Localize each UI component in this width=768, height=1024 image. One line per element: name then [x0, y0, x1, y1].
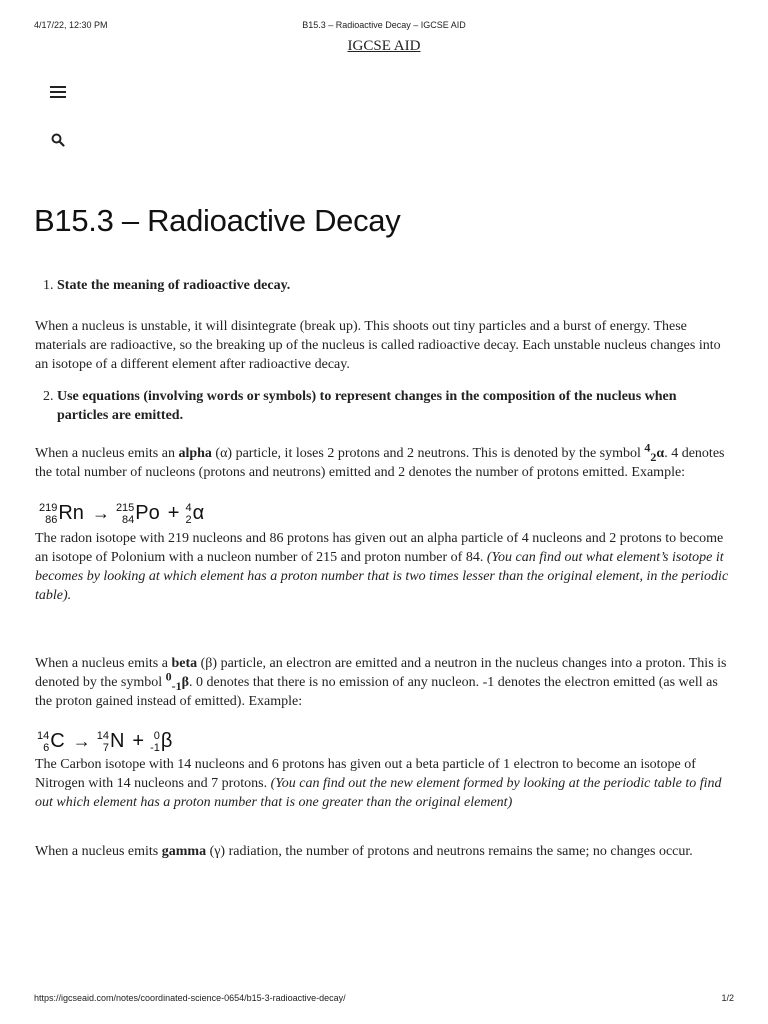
mass-number: 14 — [37, 730, 50, 742]
element-symbol: β — [160, 730, 173, 752]
article-body — [35, 276, 735, 861]
beta-after: (β) particle, an electron are emitted and a neutron in the nucleus changes into a proton. This is denoted by the symbol — [35, 656, 727, 690]
paragraph-beta — [35, 654, 735, 711]
beta-symbol-atomic: -1 — [171, 678, 182, 693]
alpha-intro: When a nucleus emits an — [35, 446, 179, 461]
plus-sign: + — [167, 502, 180, 524]
site-title-link[interactable]: IGCSE AID — [347, 38, 421, 54]
beta-intro: When a nucleus emits a — [35, 656, 172, 671]
beta-symbol-char: β — [181, 675, 190, 690]
gamma-rest: (γ) radiation, the number of protons and neutrons remains the same; no changes occur. — [206, 844, 693, 859]
print-footer — [0, 993, 768, 1005]
atomic-number: 6 — [43, 742, 50, 754]
question-2 — [35, 387, 735, 425]
atomic-number: 2 — [185, 514, 192, 526]
beta-symbol — [165, 669, 190, 693]
reaction-arrow: → — [72, 731, 91, 751]
reaction-arrow: → — [91, 503, 110, 523]
alpha-note: (You can find out what element’s isotope it becomes by looking at which element has a proton number that is two times lesser than the original element, in the periodic table). — [35, 550, 729, 603]
nuclide-alpha — [185, 502, 205, 526]
nuclide-radon — [39, 502, 84, 526]
mass-number: 219 — [39, 502, 58, 514]
nuclide-nitrogen — [96, 730, 125, 754]
element-symbol: Po — [135, 502, 160, 524]
question-number: 1. — [43, 278, 54, 293]
beta-equation — [37, 721, 735, 754]
mass-number: 14 — [96, 730, 109, 742]
nuclide-polonium — [115, 502, 160, 526]
alpha-after: (α) particle, it loses 2 protons and 2 neutrons. This is denoted by the symbol — [211, 446, 645, 461]
page-title: B15.3 – Radioactive Decay — [34, 203, 401, 238]
mass-number: 4 — [185, 502, 192, 514]
mass-number: 0 — [153, 730, 160, 742]
search-icon[interactable] — [50, 132, 66, 148]
alpha-equation — [39, 493, 735, 526]
question-number: 2. — [43, 389, 54, 404]
gamma-word: gamma — [161, 844, 207, 859]
print-page-title: B15.3 – Radioactive Decay – IGCSE AID — [302, 20, 466, 30]
element-symbol: Rn — [58, 502, 84, 524]
beta-word: beta — [171, 656, 198, 671]
paragraph-alpha-explain — [35, 529, 735, 605]
atomic-number: 7 — [102, 742, 109, 754]
print-datetime: 4/17/22, 12:30 PM — [34, 20, 108, 30]
paragraph-decay-definition: When a nucleus is unstable, it will disintegrate (break up). This shoots out tiny particles and a burst of energy. These materials are radioactive, so the breaking up of the nucleus is called radioactive decay. Each unstable nucleus changes into an isotope of a different element after radioactive decay. — [35, 319, 721, 372]
plus-sign: + — [132, 730, 145, 752]
nuclide-carbon — [37, 730, 65, 754]
beta-note: (You can find out the new element formed by looking at the periodic table to find out which element has a proton number that is one greater than the original element) — [35, 776, 722, 810]
print-header — [0, 20, 768, 32]
alpha-symbol — [644, 440, 665, 464]
element-symbol: N — [109, 730, 125, 752]
print-url: https://igcseaid.com/notes/coordinated-science-0654/b15-3-radioactive-decay/ — [34, 993, 346, 1003]
beta-rest: . 0 denotes that there is no emission of any nucleon. -1 denotes the electron emitted (as well as the proton gained instead of emitted). Example: — [35, 675, 718, 709]
hamburger-menu-icon[interactable] — [50, 86, 66, 100]
beta-explain-text: The Carbon isotope with 14 nucleons and 6 protons has given out a beta particle of 1 electron to become an isotope of Nitrogen with 14 nucleons and 7 protons. — [35, 757, 696, 791]
atomic-number: 86 — [45, 514, 58, 526]
atomic-number: 84 — [122, 514, 135, 526]
element-symbol: α — [192, 502, 205, 524]
alpha-word: alpha — [178, 446, 212, 461]
alpha-symbol-char: α — [656, 446, 665, 461]
alpha-rest: . 4 denotes the total number of nucleons (protons and neutrons) emitted and 2 denotes the number of protons emitted. Example: — [35, 446, 725, 480]
paragraph-gamma — [35, 842, 735, 861]
question-text: Use equations (involving words or symbols) to represent changes in the composition of the nucleus when particles are emitted. — [57, 389, 677, 423]
mass-number: 215 — [115, 502, 135, 514]
element-symbol: C — [50, 730, 65, 752]
nuclide-beta — [150, 730, 173, 754]
question-1 — [35, 276, 735, 295]
paragraph-alpha — [35, 440, 735, 482]
alpha-explain-text: The radon isotope with 219 nucleons and 86 protons has given out an alpha particle of 4 nucleons and 2 protons to become an isotope of Polonium with a nucleon number of 215 and proton number of 84. — [35, 531, 724, 565]
question-text: State the meaning of radioactive decay. — [57, 278, 291, 293]
alpha-symbol-atomic: 2 — [650, 449, 657, 464]
beta-symbol-mass: 0 — [165, 669, 172, 684]
gamma-intro: When a nucleus emits — [35, 844, 162, 859]
paragraph-beta-explain — [35, 755, 735, 812]
atomic-number: -1 — [150, 742, 160, 754]
print-page-number: 1/2 — [721, 993, 734, 1003]
alpha-symbol-mass: 4 — [644, 440, 651, 455]
